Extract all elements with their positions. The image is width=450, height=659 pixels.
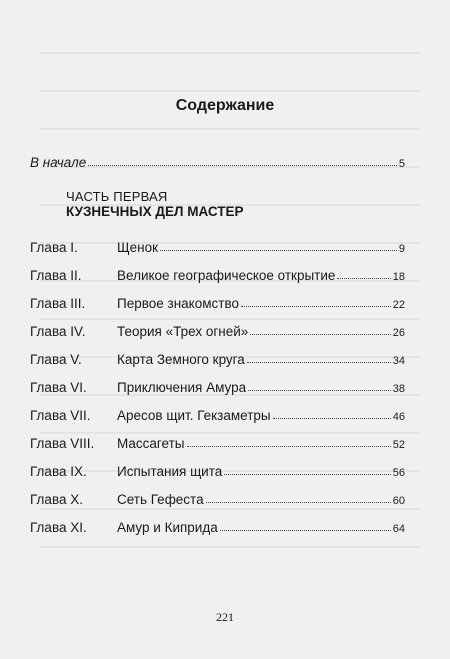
dot-leader xyxy=(248,390,391,391)
entry-page: 26 xyxy=(392,327,405,339)
entry-title: Первое знакомство xyxy=(117,296,239,311)
chapter-number: Глава IX. xyxy=(30,464,87,479)
entry-title: Теория «Трех огней» xyxy=(117,324,249,339)
dot-leader xyxy=(206,502,391,503)
entry-title: Щенок xyxy=(117,240,159,255)
chapter-number: Глава VI. xyxy=(30,380,87,395)
chapter-number: Глава VIII. xyxy=(30,436,95,451)
chapter-number: Глава XI. xyxy=(30,520,87,535)
dot-leader xyxy=(187,446,391,447)
part-number: ЧАСТЬ ПЕРВАЯ xyxy=(66,189,168,204)
chapter-number: Глава VII. xyxy=(30,408,91,423)
page-title: Содержание xyxy=(175,97,275,114)
entry-page: 9 xyxy=(398,243,405,255)
dot-leader xyxy=(337,278,390,279)
dot-leader xyxy=(250,334,390,335)
toc-entry-intro[interactable] xyxy=(30,150,405,170)
chapter-number: Глава I. xyxy=(30,240,78,255)
entry-title: Сеть Гефеста xyxy=(117,492,204,507)
entry-title: Испытания щита xyxy=(117,464,223,479)
chapter-number: Глава IV. xyxy=(30,324,86,339)
toc-entry[interactable] xyxy=(30,319,405,339)
toc-entry[interactable] xyxy=(30,375,405,395)
toc-entry[interactable] xyxy=(30,291,405,311)
chapter-number: Глава X. xyxy=(30,492,83,507)
chapter-number: Глава V. xyxy=(30,352,82,367)
toc-entry[interactable] xyxy=(30,515,405,535)
chapter-number: Глава II. xyxy=(30,268,82,283)
dot-leader xyxy=(241,306,391,307)
toc-entry[interactable] xyxy=(30,459,405,479)
entry-page: 5 xyxy=(398,158,405,170)
entry-page: 60 xyxy=(392,495,405,507)
entry-title: Великое географическое открытие xyxy=(117,268,336,283)
entry-title: Карта Земного круга xyxy=(117,352,245,367)
entry-title: Массагеты xyxy=(117,436,185,451)
toc-entry[interactable] xyxy=(30,487,405,507)
dot-leader xyxy=(220,530,391,531)
entry-page: 18 xyxy=(392,271,405,283)
dot-leader xyxy=(224,474,390,475)
entry-page: 52 xyxy=(392,439,405,451)
dot-leader xyxy=(273,418,391,419)
entry-page: 46 xyxy=(392,411,405,423)
entry-page: 38 xyxy=(392,383,405,395)
toc-entry[interactable] xyxy=(30,347,405,367)
entry-title: Аресов щит. Гекзаметры xyxy=(117,408,271,423)
toc-entry[interactable] xyxy=(30,235,405,255)
chapter-number: Глава III. xyxy=(30,296,86,311)
dot-leader xyxy=(160,250,397,251)
page-number: 221 xyxy=(216,610,234,624)
toc-entry[interactable] xyxy=(30,431,405,451)
entry-page: 34 xyxy=(392,355,405,367)
entry-title: Амур и Киприда xyxy=(117,520,218,535)
toc-entry[interactable] xyxy=(30,403,405,423)
dot-leader xyxy=(88,165,397,166)
entry-title: В начале xyxy=(30,155,87,170)
toc-entry[interactable] xyxy=(30,263,405,283)
entry-page: 64 xyxy=(392,523,405,535)
entry-page: 56 xyxy=(392,467,405,479)
dot-leader xyxy=(247,362,391,363)
part-title: КУЗНЕЧНЫХ ДЕЛ МАСТЕР xyxy=(66,204,244,219)
entry-title: Приключения Амура xyxy=(117,380,247,395)
entry-page: 22 xyxy=(392,299,405,311)
